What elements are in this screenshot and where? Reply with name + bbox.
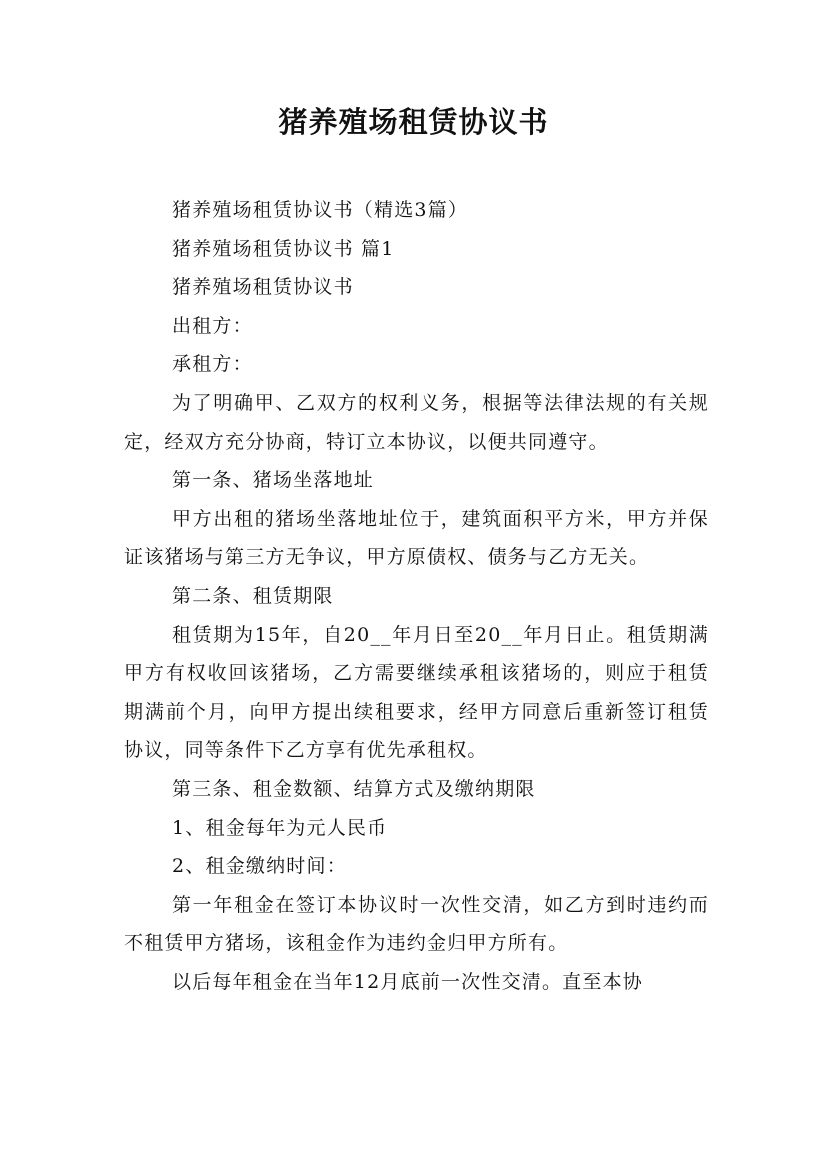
paragraph-lessee: 承租方： [172, 353, 253, 376]
paragraph-article-1-body: 甲方出租的猪场坐落地址位于，建筑面积平方米，甲方并保证该猪场与第三方无争议，甲方原债权、债务与乙方无关。 [124, 507, 709, 569]
paragraph-subsequent-rent: 以后每年租金在当年12月底前一次性交清。直至本协 [172, 970, 643, 993]
paragraph-subtitle: 猪养殖场租赁协议书（精选3篇） [172, 199, 469, 221]
paragraph-first-year-rent: 第一年租金在签订本协议时一次性交清，如乙方到时违约而不租赁甲方猪场，该租金作为违约金归甲方所有。 [124, 893, 709, 955]
paragraph-lessor: 出租方： [172, 314, 253, 337]
paragraph-article-3-heading: 第三条、租金数额、结算方式及缴纳期限 [172, 777, 536, 800]
paragraph-section-heading: 猪养殖场租赁协议书 篇1 [172, 237, 395, 260]
paragraph-rent-payment-time: 2、租金缴纳时间： [172, 855, 347, 878]
paragraph-article-2-body: 租赁期为15年，自20__年月日至20__年月日止。租赁期满甲方有权收回该猪场，乙方需要继续承租该猪场的，则应于租赁期满前个月，向甲方提出续租要求，经甲方同意后重新签订租赁协议，同等条件下乙方享有优先承租权。 [124, 623, 709, 762]
document-body [124, 191, 709, 1001]
paragraph-agreement-title: 猪养殖场租赁协议书 [172, 276, 354, 299]
document-title: 猪养殖场租赁协议书 [278, 105, 549, 139]
paragraph-article-2-heading: 第二条、租赁期限 [172, 584, 334, 607]
paragraph-preamble: 为了明确甲、乙双方的权利义务，根据等法律法规的有关规定，经双方充分协商，特订立本协议，以便共同遵守。 [124, 391, 709, 453]
paragraph-rent-amount: 1、租金每年为元人民币 [172, 816, 388, 839]
paragraph-article-1-heading: 第一条、猪场坐落地址 [172, 469, 375, 492]
